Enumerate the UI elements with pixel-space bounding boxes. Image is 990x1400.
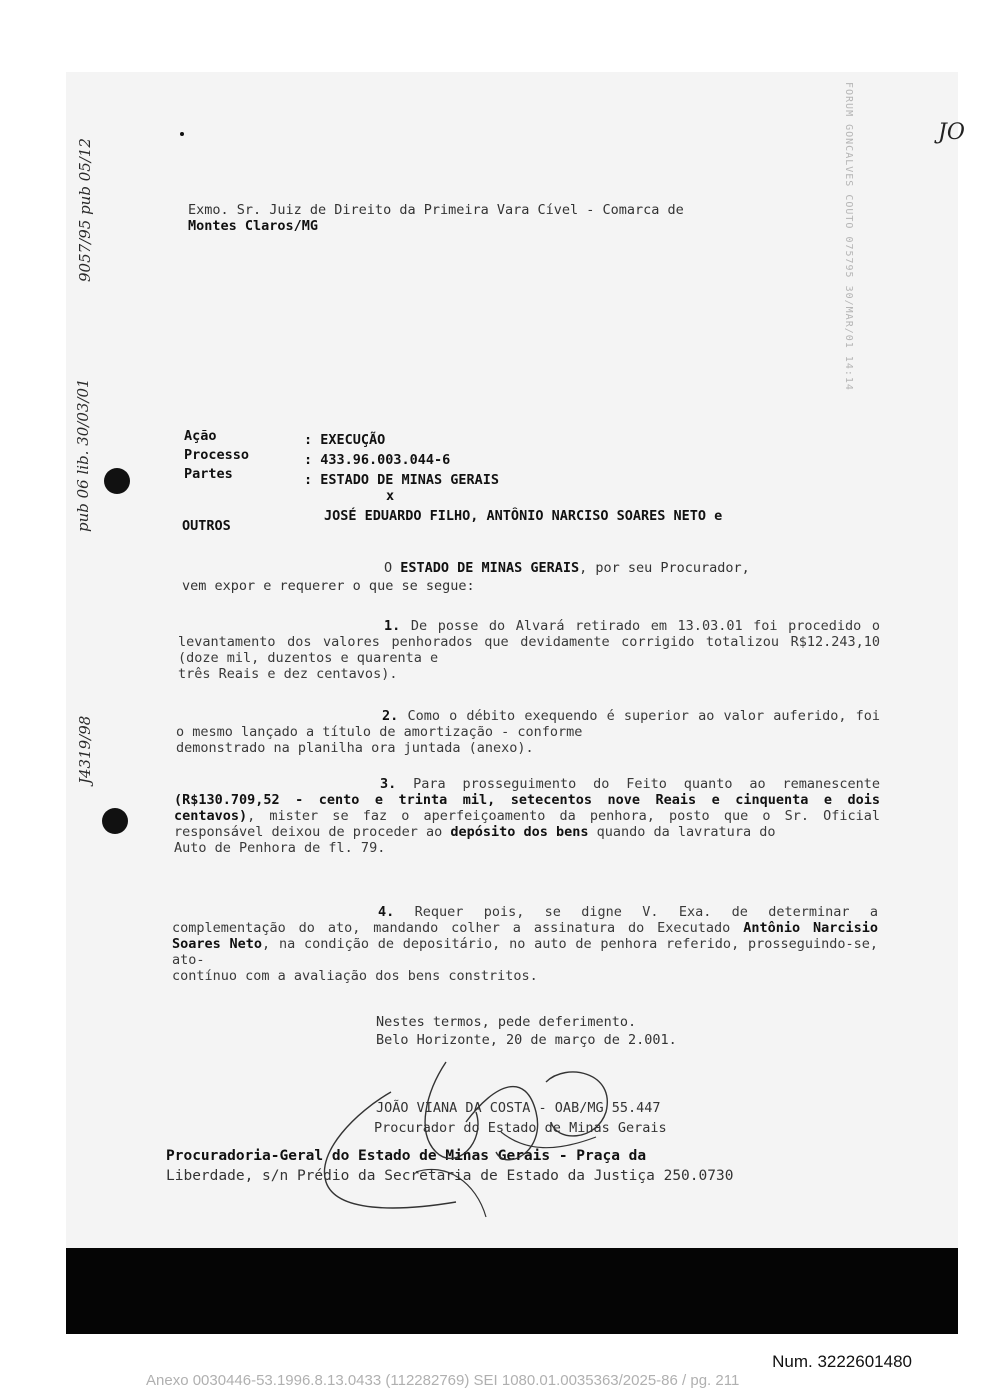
acao-value: : EXECUÇÃO	[304, 432, 386, 448]
paragraph-1-last-line: três Reais e dez centavos).	[178, 666, 398, 682]
intro-line-1	[384, 560, 750, 576]
header-line-1: Exmo. Sr. Juiz de Direito da Primeira Vara Cível - Comarca de	[188, 202, 684, 218]
paragraph-4-last-line: contínuo com a avaliação dos bens constritos.	[172, 968, 538, 984]
punch-hole-bottom	[102, 808, 128, 834]
handwritten-signature	[296, 1052, 656, 1222]
defendants: JOSÉ EDUARDO FILHO, ANTÔNIO NARCISO SOARES NETO e	[324, 508, 723, 524]
acao-label: Ação	[184, 428, 217, 444]
partes-label: Partes	[184, 466, 233, 482]
ink-mark	[180, 132, 184, 136]
document-number: Num. 3222601480	[772, 1352, 912, 1371]
closing-line-1: Nestes termos, pede deferimento.	[376, 1014, 637, 1030]
paragraph-4	[172, 904, 878, 984]
intro-party: ESTADO DE MINAS GERAIS	[400, 560, 580, 576]
paragraph-3-deposito: depósito dos bens	[450, 824, 589, 840]
margin-note-middle: pub 06 lib. 30/03/01	[74, 378, 92, 532]
paragraph-2-number: 2.	[382, 708, 399, 724]
paragraph-1-number: 1.	[384, 618, 401, 634]
margin-note-top: 9057/95 pub 05/12	[76, 138, 94, 282]
address-line-2: Liberdade, s/n Prédio da Secretaria de Estado da Justiça 250.0730	[166, 1168, 734, 1184]
punch-hole-top	[104, 468, 130, 494]
intro-rest: , por seu Procurador,	[579, 560, 750, 576]
outros: OUTROS	[182, 518, 231, 534]
paragraph-2-last-line: demonstrado na planilha ora juntada (anexo).	[176, 740, 534, 756]
corner-mark: JO	[938, 120, 965, 145]
paragraph-3-text-b: , mister se faz o aperfeiçoamento da penhora, posto que o Sr. Oficial responsável deixou de proceder ao	[174, 808, 880, 840]
partes-value: : ESTADO DE MINAS GERAIS	[304, 472, 500, 488]
paragraph-2-text: Como o débito exequendo é superior ao valor auferido, foi o mesmo lançado a título de amortização - conforme	[176, 708, 880, 740]
scan-bottom-shadow	[66, 1248, 958, 1334]
paragraph-3-text-a: Para prosseguimento do Feito quanto ao remanescente	[413, 776, 880, 792]
paragraph-3-number: 3.	[380, 776, 397, 792]
margin-note-bottom: J4319/98	[76, 715, 94, 784]
processo-value: : 433.96.003.044-6	[304, 452, 451, 468]
paragraph-4-text-b: , na condição de depositário, no auto de penhora referido, prosseguindo-se, ato-	[172, 936, 879, 968]
paragraph-3-amount: (R$130.709,52 - cento e trinta mil, setecentos nove Reais e cinquenta e dois centavos)	[174, 792, 880, 824]
paragraph-3-last-line: Auto de Penhora de fl. 79.	[174, 840, 386, 856]
paragraph-1	[178, 618, 880, 682]
versus-mark: x	[386, 488, 395, 504]
scanned-page	[66, 72, 965, 1334]
signer-role: Procurador do Estado de Minas Gerais	[374, 1120, 667, 1136]
intro-line-2: vem expor e requerer o que se segue:	[182, 578, 475, 594]
protocol-stamp: FORUM GONCALVES COUTO 075795 30/MAR/01 14:14	[843, 82, 854, 391]
address-line-1: Procuradoria-Geral do Estado de Minas Gerais - Praça da	[166, 1148, 647, 1164]
paragraph-4-executado: Antônio Narcisio Soares Neto	[172, 920, 878, 952]
paragraph-4-text-a: Requer pois, se digne V. Exa. de determinar a complementação do ato, mandando colher a assinatura do Executado	[172, 904, 878, 936]
paragraph-1-text: De posse do Alvará retirado em 13.03.01 foi procedido o levantamento dos valores penhorados que devidamente corrigido totalizou R$12.243,10 (doze mil, duzentos e quarenta e	[178, 618, 880, 666]
intro-o: O	[384, 560, 393, 576]
processo-label: Processo	[184, 447, 250, 463]
closing-line-2: Belo Horizonte, 20 de março de 2.001.	[376, 1032, 677, 1048]
annex-reference: Anexo 0030446-53.1996.8.13.0433 (112282769) SEI 1080.01.0035363/2025-86 / pg. 211	[146, 1372, 740, 1389]
paragraph-3-text-c: quando da lavratura do	[588, 824, 776, 840]
signer-name: JOÃO VIANA DA COSTA - OAB/MG 55.447	[376, 1100, 661, 1116]
paragraph-3	[174, 776, 880, 856]
header-line-2: Montes Claros/MG	[188, 218, 319, 234]
paragraph-2	[176, 708, 880, 756]
paragraph-4-number: 4.	[378, 904, 395, 920]
